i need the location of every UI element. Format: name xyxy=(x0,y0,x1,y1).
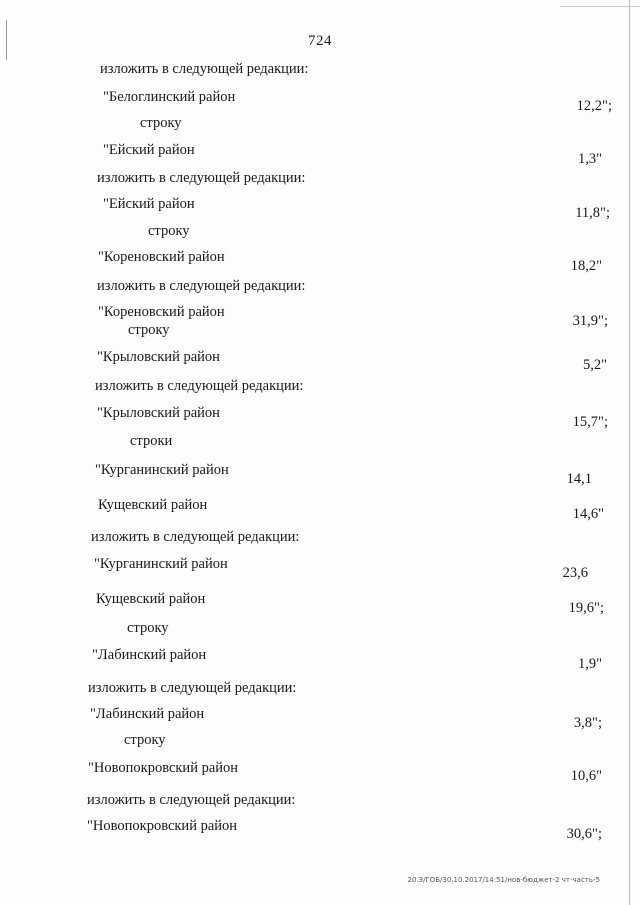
district-name: "Новопокровский район xyxy=(87,818,238,834)
district-name: "Крыловский район xyxy=(97,349,220,365)
page-number: 724 xyxy=(308,33,332,49)
district-name: Кущевский район xyxy=(98,497,208,513)
district-value: 1,3" xyxy=(577,151,602,167)
district-value: 11,8"; xyxy=(575,205,610,221)
row-reference-text: строки xyxy=(130,433,173,449)
district-name: "Крыловский район xyxy=(97,405,220,421)
district-value: 18,2" xyxy=(570,258,602,274)
instruction-text: изложить в следующей редакции: xyxy=(97,170,306,186)
district-value: 5,2" xyxy=(582,357,607,373)
instruction-text: изложить в следующей редакции: xyxy=(88,680,297,696)
district-name: "Ейский район xyxy=(103,196,195,212)
district-value: 3,8"; xyxy=(573,715,602,731)
row-reference-text: строку xyxy=(128,322,170,338)
footer-document-code: 20.3/ГОБ/30.10.2017/14:51/нов-бюджет-2 чт-часть-5 xyxy=(407,876,600,884)
district-name: "Лабинский район xyxy=(90,706,205,722)
instruction-text: изложить в следующей редакции: xyxy=(87,792,296,808)
district-value: 10,6" xyxy=(570,768,602,784)
row-reference-text: строку xyxy=(127,620,169,636)
district-name: "Курганинский район xyxy=(95,462,229,478)
instruction-text: изложить в следующей редакции: xyxy=(97,278,306,294)
instruction-text: изложить в следующей редакции: xyxy=(100,61,309,77)
district-name: "Курганинский район xyxy=(94,556,228,572)
scan-edge-mark xyxy=(560,6,640,7)
district-value: 1,9" xyxy=(577,656,602,672)
district-name: "Ейский район xyxy=(103,142,195,158)
instruction-text: изложить в следующей редакции: xyxy=(95,378,304,394)
district-value: 31,9"; xyxy=(572,313,608,329)
district-name: "Лабинский район xyxy=(92,647,207,663)
district-value: 14,6" xyxy=(572,506,604,522)
scan-edge-mark xyxy=(629,0,630,905)
district-name: Кущевский район xyxy=(96,591,206,607)
row-reference-text: строку xyxy=(148,223,190,239)
district-name: "Кореновский район xyxy=(98,304,225,320)
row-reference-text: строку xyxy=(140,115,182,131)
district-value: 12,2"; xyxy=(576,98,612,114)
district-value: 14,1 xyxy=(566,471,592,487)
district-value: 23,6 xyxy=(562,565,588,581)
district-name: "Новопокровский район xyxy=(88,760,239,776)
district-value: 15,7"; xyxy=(572,414,608,430)
row-reference-text: строку xyxy=(124,732,166,748)
district-name: "Белоглинский район xyxy=(103,89,236,105)
district-name: "Кореновский район xyxy=(98,249,225,265)
district-value: 30,6"; xyxy=(566,826,602,842)
instruction-text: изложить в следующей редакции: xyxy=(91,529,300,545)
district-value: 19,6"; xyxy=(568,600,604,616)
